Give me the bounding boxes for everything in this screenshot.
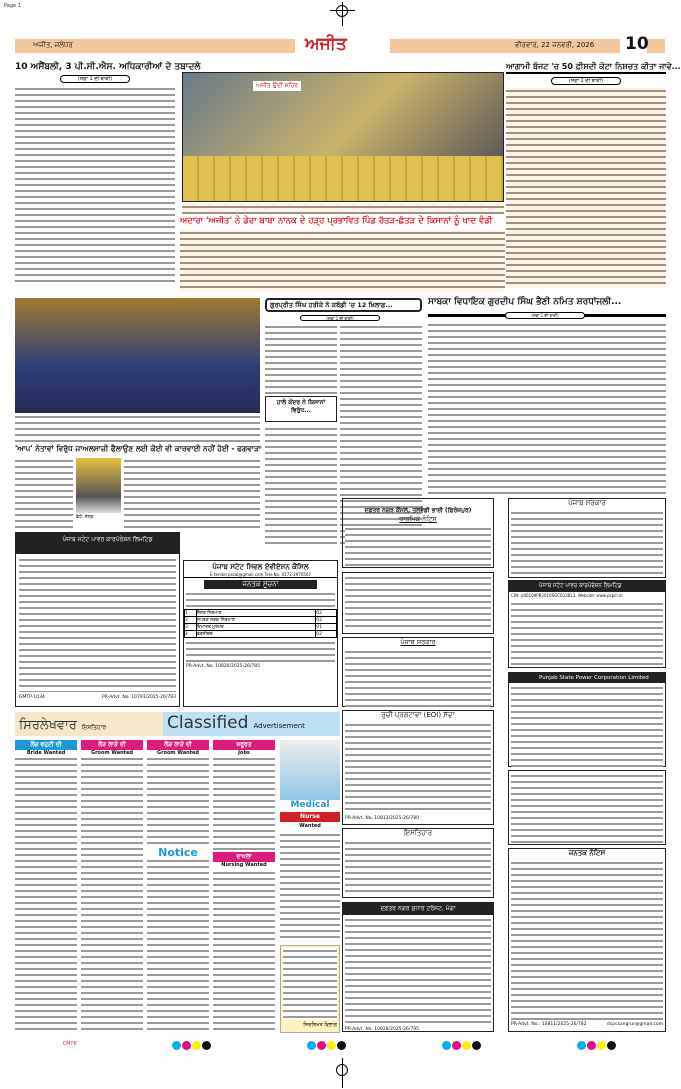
ad-title: Punjab State Power Corporation Limited bbox=[509, 673, 665, 683]
red-headline: ਅਦਾਰਾ 'ਅਜੀਤ' ਨੇ ਡੇਰਾ ਬਾਬਾ ਨਾਨਕ ਦੇ ਹੜ੍ਹ ਪ੍ਰਭਾਵਿਤ ਪਿੰਡ ਰੱਤੜ-ਛੱਤੜ ਦੇ ਕਿਸਾਨਾਂ ਨੂੰ ਖਾਦ ਵੰਡੀ bbox=[180, 216, 493, 226]
story-body bbox=[15, 212, 175, 282]
headline-kisan: ਹਾਲੇ ਕੇਂਦਰ ਨੇ ਕਿਸਾਨਾਂ ਵਿਰੁੱਧ... bbox=[265, 396, 337, 422]
table-cell: 4 bbox=[185, 631, 197, 638]
news-photo-fertilizer bbox=[182, 72, 504, 202]
table-cell: 2 bbox=[185, 617, 197, 624]
ad-nagar-sudhar bbox=[342, 902, 494, 1032]
banner-text: ਅਜੀਤ ਉਦੀਂ ਸ਼ਹਿਰ bbox=[253, 81, 301, 91]
classified-subtitle-pa: ਇਸ਼ਤਿਹਾਰ bbox=[81, 724, 107, 731]
news-photo-ceremony bbox=[15, 298, 260, 413]
continued-tag: (ਸਫ਼ਾ 1 ਦੀ ਬਾਕੀ) bbox=[505, 312, 585, 319]
continued-tag: (ਸਫ਼ਾ 1 ਦੀ ਬਾਕੀ) bbox=[300, 315, 380, 321]
ad-title: ਪੰਜਾਬ ਸਰਕਾਰ bbox=[400, 638, 436, 646]
continued-tag: (ਸਫ਼ਾ 1 ਦੀ ਬਾਕੀ) bbox=[551, 77, 621, 85]
classified-column bbox=[81, 740, 143, 1035]
ad-pspcl-english bbox=[508, 672, 666, 767]
ad-vigyapan bbox=[342, 828, 494, 898]
headline-text: ਗੁਰਪ੍ਰੀਤ ਸਿੰਘ ਹਰੀਕੇ ਨੇ ਕਬੱਡੀ 'ਚ 12 ਖ਼ਿਲਾਫ਼... bbox=[270, 301, 393, 309]
classified-banner bbox=[15, 712, 340, 736]
category-sub: Bride Wanted bbox=[26, 750, 66, 756]
category-sub: Groom Wanted bbox=[156, 750, 200, 756]
ad-eoi bbox=[342, 710, 494, 825]
table-row bbox=[185, 610, 337, 617]
ad-title: ਪੰਜਾਬ ਸਟੇਟ ਸਿਵਲ ਏਵੀਏਸ਼ਨ ਕੌਂਸਿਲ bbox=[212, 563, 309, 571]
ad-civil-aviation bbox=[183, 560, 338, 707]
category-label: ਲੋੜ ਵਹੁਟੀ ਦੀ bbox=[15, 740, 77, 750]
medical-heading: Medical bbox=[290, 800, 330, 810]
table-cell: ਫ਼ਰਨੀਚਰ bbox=[196, 631, 315, 638]
edition-label: ਅਜੀਤ, ਜਲੰਧਰ bbox=[33, 41, 73, 49]
portrait-photo bbox=[76, 458, 121, 513]
ad-pspcl-tender bbox=[15, 532, 180, 707]
story-body bbox=[15, 458, 73, 528]
ad-title: ਧਾਰਮਿਕ ਨੋਟਿਸ bbox=[399, 515, 437, 523]
ad-footer: PR-Advt. No.: 10811/2025-26/782 bbox=[511, 1022, 587, 1027]
continued-tag: (ਸਫ਼ਾ 1 ਦੀ ਬਾਕੀ) bbox=[60, 75, 130, 83]
table-cell: 02 bbox=[316, 617, 337, 624]
ad-title: ਇਸ਼ਤਿਹਾਰ bbox=[403, 829, 433, 837]
headline-tribute: ਸਾਬਕਾ ਵਿਧਾਇਕ ਗੁਰਦੀਪ ਸਿੰਘ ਭੈਣੀ ਨਮਿਤ ਸ਼ਰਧਾਂਜਲੀ... bbox=[428, 297, 622, 307]
table-row bbox=[185, 617, 337, 624]
photo-caption bbox=[15, 414, 260, 442]
date: ਵੀਰਵਾਰ, 22 ਜਨਵਰੀ, 2026 bbox=[515, 41, 595, 49]
table-cell: 1 bbox=[185, 610, 197, 617]
story-transfers bbox=[15, 62, 201, 212]
classified-title-pa: ਸਿਰਲੇਖਵਾਰ bbox=[19, 718, 77, 733]
category-label: ਲੋੜ ਲਾੜੇ ਦੀ bbox=[81, 740, 143, 750]
classified-title-en: Classified bbox=[167, 713, 249, 733]
signoff: ਸਿਰਲਿਖਤ ਵਿਭਾਗ bbox=[303, 1022, 337, 1028]
category-sub: Wanted bbox=[299, 823, 321, 829]
category-admission: ਦਾਖ਼ਲਾ bbox=[213, 852, 275, 862]
masthead bbox=[15, 34, 665, 57]
table-cell: ਸੰਪਰਕ ਸੜਕ ਨਿਰਮਾਣ bbox=[196, 617, 315, 624]
ad-contact: E-tender.pscal@gmail.com Tele No. 0172-2970567 bbox=[184, 572, 337, 578]
classified-notice-box bbox=[280, 945, 340, 1033]
headline: ਆਗਾਮੀ ਬੱਜਟ 'ਚ 50 ਫ਼ੀਸਦੀ ਕੋਟਾ ਨਿਸ਼ਚਤ ਕੀਤਾ ਜਾਵੇ... bbox=[506, 62, 666, 74]
page-number: 10 bbox=[625, 34, 649, 54]
ad-punjab-sarkar bbox=[342, 637, 494, 707]
category-sub: Jobs bbox=[238, 750, 250, 756]
story-budget bbox=[506, 62, 681, 292]
registration-mark bbox=[336, 1064, 348, 1076]
ad-title: ਜਨਤਕ ਨੋਟਿਸ bbox=[568, 849, 606, 857]
headline: 10 ਅਸੈਂਬਲੀ, 3 ਪੀ.ਸੀ.ਐਸ. ਅਧਿਕਾਰੀਆਂ ਦੇ ਤਬਾਦਲੇ bbox=[15, 62, 201, 72]
table-cell: ਇਮਾਰਤ ਮੁਰੰਮਤ bbox=[196, 624, 315, 631]
ad-title: ਪੰਜਾਬ ਸਰਕਾਰ bbox=[568, 499, 606, 507]
ad-title: ਦਫ਼ਤਰ ਨਗਰ ਸੁਧਾਰ ਟਰੱਸਟ, ਮੋਗਾ bbox=[343, 903, 493, 915]
ad-table bbox=[184, 609, 337, 638]
headline-kabaddi bbox=[265, 298, 422, 312]
ad-code: GMTP-1034 bbox=[19, 695, 45, 700]
classified-body bbox=[280, 832, 340, 942]
ad-tender-table bbox=[342, 572, 494, 634]
category-label: ਜ਼ਰੂਰਤ bbox=[213, 740, 275, 750]
story-body bbox=[265, 324, 337, 394]
logo: ਅਜੀਤ bbox=[305, 34, 347, 54]
ad-title: ਰੁਚੀ ਪ੍ਰਗਟਾਵਾ (EOI) ਸੱਦਾ bbox=[381, 711, 455, 719]
notice-heading: Notice bbox=[147, 846, 209, 860]
ad-dharmik-notice bbox=[342, 498, 494, 568]
headline-aap: 'ਆਪ' ਨੇਤਾਵਾਂ ਵਿਰੁੱਧ ਜਾਅਲਸਾਜ਼ੀ ਫੈਲਾਉਣ ਲਈ ਕੋਈ ਵੀ ਕਾਰਵਾਈ ਨਹੀਂ ਹੋਈ - ਫਗਵਾੜਾ bbox=[15, 444, 262, 453]
ad-footer: PR-Advt. No. 10791/2025-26/783 bbox=[102, 695, 176, 700]
story-body bbox=[265, 426, 337, 546]
nurses-photo bbox=[280, 740, 340, 800]
ad-footer: PR-Advt. No. 10828/2025-26/795 bbox=[345, 1027, 419, 1032]
category-nurse: Nurse bbox=[280, 812, 340, 822]
ad-footer: PR-Advt. No. 10820/2025-26/785 bbox=[186, 664, 260, 669]
cmyk-label: CMYK bbox=[62, 1041, 77, 1047]
ad-right-sarkar-2 bbox=[508, 770, 666, 845]
ad-public-notice bbox=[508, 848, 666, 1032]
ad-notice: ਜਨਤਕ ਸੂਚਨਾ bbox=[204, 580, 317, 589]
table-cell: ਸ਼ੈਲਰ ਨਿਰਮਾਣ bbox=[196, 610, 315, 617]
table-row bbox=[185, 631, 337, 638]
category-label: ਲੋੜ ਲਾੜੇ ਦੀ bbox=[147, 740, 209, 750]
ad-right-sarkar bbox=[508, 498, 666, 578]
photo-caption bbox=[182, 204, 504, 214]
table-row bbox=[185, 624, 337, 631]
registration-mark bbox=[336, 5, 348, 17]
category-sub: Groom Wanted bbox=[90, 750, 134, 756]
classified-column bbox=[147, 740, 209, 1035]
story-body bbox=[180, 230, 505, 292]
ad-heading: ਦਫ਼ਤਰ ਨਗਰ ਕੌਂਸਲ, ਤਲਵੰਡੀ ਭਾਈ (ਫ਼ਿਰੋਜ਼ਪੁਰ) bbox=[364, 507, 472, 514]
table-cell: 02 bbox=[316, 610, 337, 617]
story-body bbox=[124, 458, 260, 528]
ad-cin: CIN: U40109PB2010SGC033813, Website: www.pspcl.in bbox=[511, 593, 623, 598]
classified-column bbox=[213, 740, 275, 1035]
ad-footer: PR-Advt. No. 10813/2025-26/780 bbox=[345, 816, 419, 821]
table-cell: 3 bbox=[185, 624, 197, 631]
ad-pspcl-right bbox=[508, 580, 666, 668]
classified-subtitle-en: Advertisement bbox=[253, 722, 305, 730]
category-nursing: Nursing Wanted bbox=[213, 862, 275, 870]
classified-column bbox=[15, 740, 77, 1035]
story-body bbox=[428, 322, 666, 497]
ad-email: dcpcsangrur@gmail.com bbox=[606, 1022, 663, 1027]
color-registration-bar bbox=[15, 1038, 665, 1050]
table-cell: 02 bbox=[316, 631, 337, 638]
ad-title: ਪੰਜਾਬ ਸਟੇਟ ਪਾਵਰ ਕਾਰਪੋਰੇਸ਼ਨ ਲਿਮਟਿਡ bbox=[509, 581, 665, 592]
photo-caption: ਫ਼ੋਟੋ: ਜੇਲ੍ਹ bbox=[76, 515, 94, 520]
print-slug: Page 1 bbox=[4, 3, 21, 9]
ad-title: ਪੰਜਾਬ ਸਟੇਟ ਪਾਵਰ ਕਾਰਪੋਰੇਸ਼ਨ ਲਿਮਟਿਡ bbox=[16, 533, 179, 554]
table-cell: 01 bbox=[316, 624, 337, 631]
